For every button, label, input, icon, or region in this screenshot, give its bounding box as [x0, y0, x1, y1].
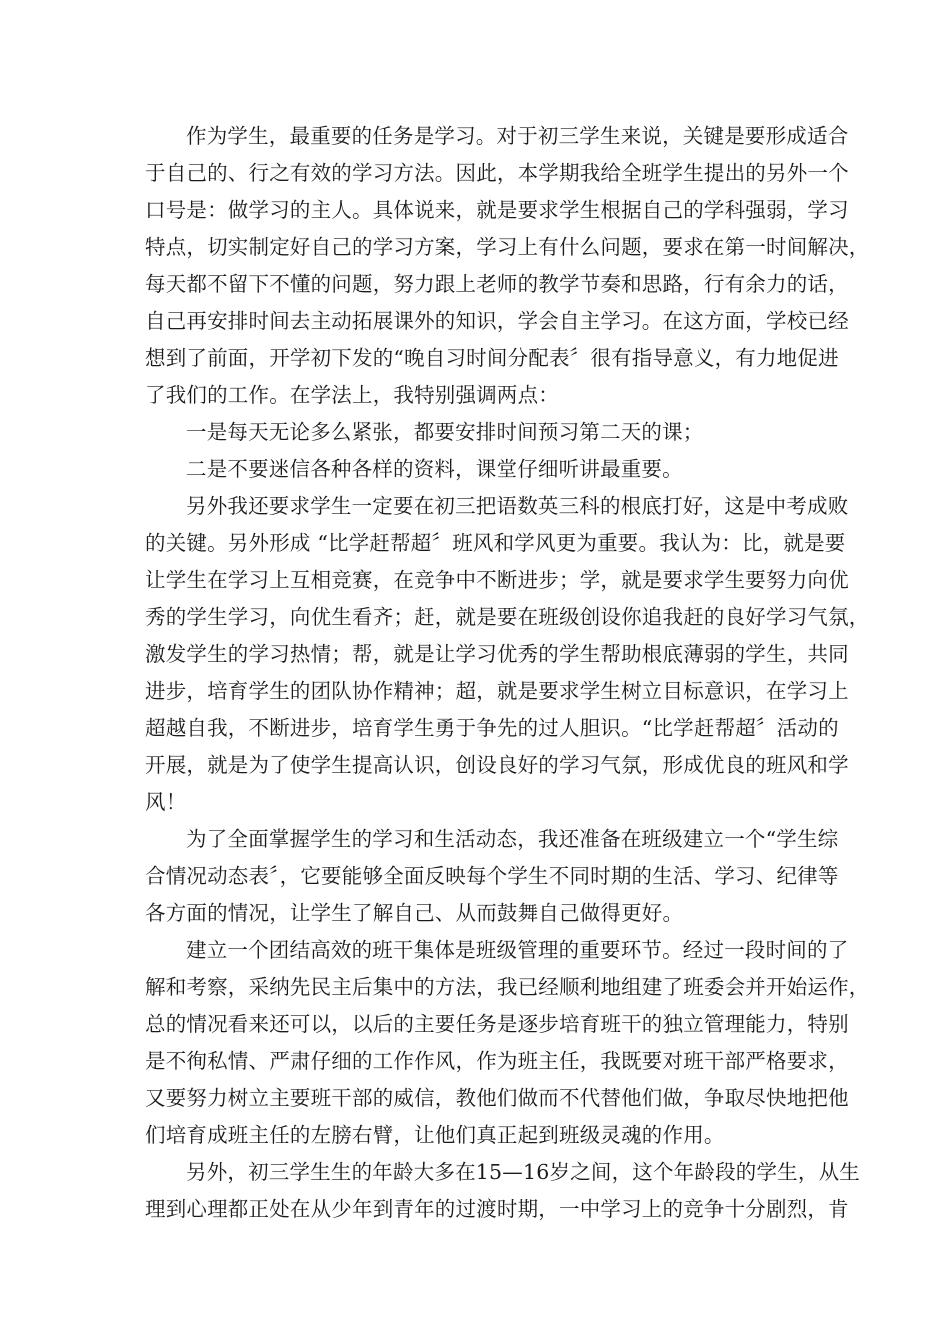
text-line: 了我们的工作。在学法上，我特别强调两点：	[145, 383, 559, 407]
text-line: 每天都不留下不懂的问题，努力跟上老师的教学节奏和思路，行有余力的话，	[145, 272, 849, 296]
document-body	[145, 118, 870, 1228]
text-line: 于自己的、行之有效的学习方法。因此，本学期我给全班学生提出的另外一个	[145, 161, 849, 185]
text-line: 们培育成班主任的左膀右臂，让他们真正起到班级灵魂的作用。	[145, 1123, 725, 1147]
text-line: 自己再安排时间去主动拓展课外的知识，学会自主学习。在这方面，学校已经	[145, 309, 849, 333]
text-line: 的关键。另外形成 “比学赶帮超〞班风和学风更为重要。我认为：比，就是要	[145, 531, 846, 555]
text-line: 二是不要迷信各种各样的资料，课堂仔细听讲最重要。	[186, 457, 683, 481]
text-line: 让学生在学习上互相竞赛，在竞争中不断进步；学，就是要求学生要努力向优	[145, 568, 849, 592]
text-line: 进步，培育学生的团队协作精神；超，就是要求学生树立目标意识，在学习上	[145, 679, 849, 703]
text-line: 风！	[145, 790, 187, 814]
text-line: 各方面的情况，让学生了解自己、从而鼓舞自己做得更好。	[145, 901, 684, 925]
text-line: 开展，就是为了使学生提高认识，创设良好的学习气氛，形成优良的班风和学	[145, 753, 849, 777]
text-line: 作为学生，最重要的任务是学习。对于初三学生来说，关键是要形成适合	[186, 124, 849, 148]
text-line: 解和考察，采纳先民主后集中的方法，我已经顺利地组建了班委会并开始运作，	[145, 975, 870, 999]
text-line: 想到了前面，开学初下发的“晚自习时间分配表〞很有指导意义，有力地促进	[145, 346, 839, 370]
text-line: 特点，切实制定好自己的学习方案，学习上有什么问题，要求在第一时间解决，	[145, 235, 870, 259]
text-line: 另外我还要求学生一定要在初三把语数英三科的根底打好，这是中考成败	[186, 494, 849, 518]
text-line: 又要努力树立主要班干部的威信，教他们做而不代替他们做，争取尽快地把他	[145, 1086, 849, 1110]
text-line: 另外，初三学生生的年龄大多在15—16岁之间，这个年龄段的学生，从生	[186, 1160, 860, 1184]
text-line: 秀的学生学习，向优生看齐；赶，就是要在班级创设你追我赶的良好学习气氛，	[145, 605, 870, 629]
text-line: 口号是：做学习的主人。具体说来，就是要求学生根据自己的学科强弱，学习	[145, 198, 849, 222]
paragraph	[145, 932, 870, 1154]
paragraph	[145, 118, 870, 414]
paragraph	[145, 451, 805, 488]
paragraph	[145, 414, 805, 451]
paragraph	[145, 821, 839, 932]
text-line: 理到心理都正处在从少年到青年的过渡时期，一中学习上的竞争十分剧烈，肯	[145, 1197, 849, 1221]
text-line: 建立一个团结高效的班干集体是班级管理的重要环节。经过一段时间的了	[186, 938, 849, 962]
text-line: 激发学生的学习热情；帮，就是让学习优秀的学生帮助根底薄弱的学生，共同	[145, 642, 849, 666]
paragraph	[145, 1154, 860, 1228]
text-line: 为了全面掌握学生的学习和生活动态，我还准备在班级建立一个“学生综	[186, 827, 839, 851]
text-line: 合情况动态表〞，它要能够全面反映每个学生不同时期的生活、学习、纪律等	[145, 864, 839, 888]
paragraph	[145, 488, 870, 821]
text-line: 总的情况看来还可以，以后的主要任务是逐步培育班干的独立管理能力，特别	[145, 1012, 849, 1036]
text-line: 超越自我，不断进步，培育学生勇于争先的过人胆识。“比学赶帮超〞活动的	[145, 716, 839, 740]
text-line: 是不徇私情、严肃仔细的工作作风，作为班主任，我既要对班干部严格要求，	[145, 1049, 849, 1073]
text-line: 一是每天无论多么紧张，都要安排时间预习第二天的课；	[186, 420, 704, 444]
